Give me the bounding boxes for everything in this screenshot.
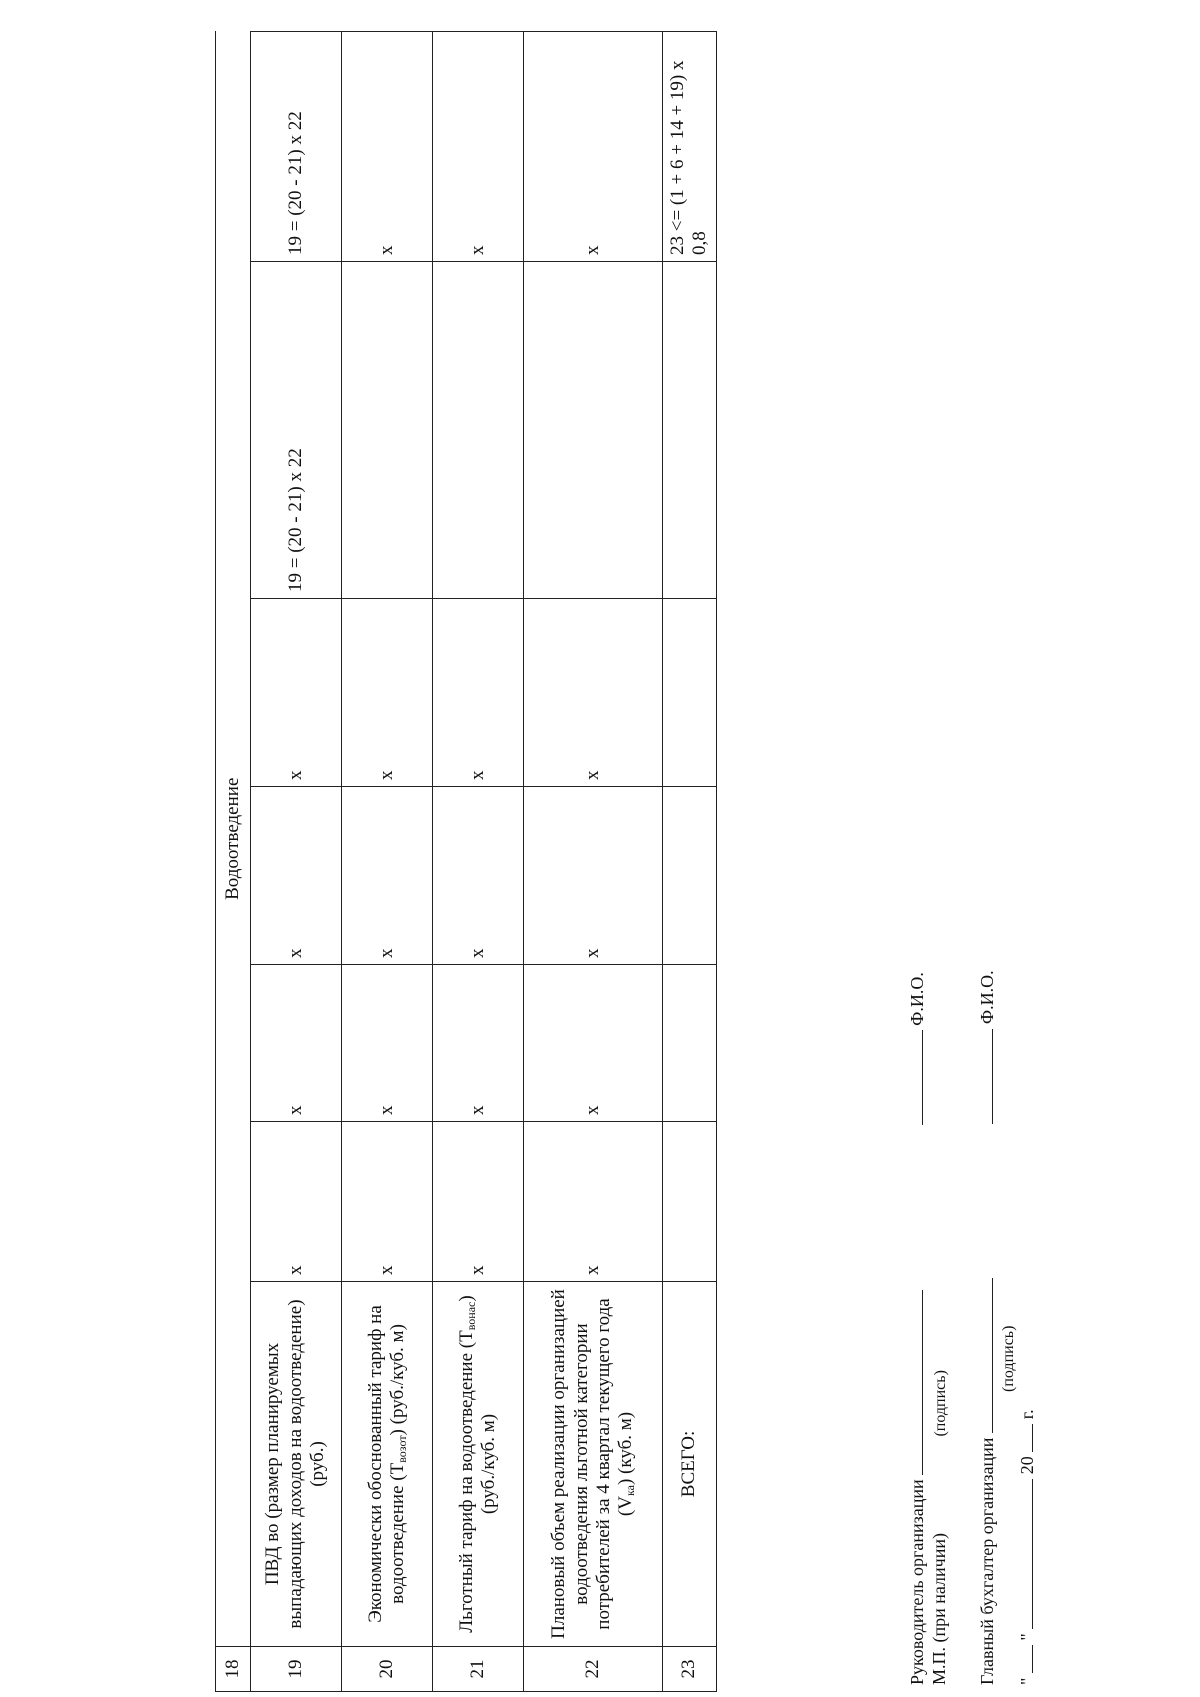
table-cell: x (342, 787, 433, 965)
day-blank (1032, 1645, 1033, 1673)
table-cell (663, 262, 717, 599)
row-number: 21 (433, 1647, 524, 1692)
table-row (524, 31, 663, 1691)
date-close-quote: " (1017, 1633, 1037, 1641)
row-label: ПВД во (размер планируемых выпадающих доходов на водоотведение) (руб.) (251, 1282, 342, 1647)
date-open-quote: " (1017, 1677, 1037, 1685)
section-title: Водоотведение (216, 31, 251, 1646)
table-cell: x (524, 965, 663, 1122)
table-cell: x (433, 965, 524, 1122)
table-cell: x (342, 965, 433, 1122)
head-signature-line (908, 972, 928, 1685)
table-cell: x (524, 787, 663, 965)
form-table (215, 31, 717, 1692)
stamp-row (930, 1370, 950, 1685)
section-row (216, 31, 251, 1691)
table-cell: x (433, 599, 524, 787)
table-cell: x (251, 787, 342, 965)
head-label: Руководитель организации (907, 1479, 927, 1685)
table-cell: x (524, 1122, 663, 1282)
table-cell (524, 262, 663, 599)
row-number: 20 (342, 1647, 433, 1692)
accountant-label: Главный бухгалтер организации (977, 1437, 997, 1685)
signature-blank (922, 1290, 923, 1475)
table-cell (433, 262, 524, 599)
table-cell (663, 1122, 717, 1282)
row-number: 23 (663, 1647, 717, 1692)
fio-label: Ф.И.О. (907, 972, 927, 1026)
table-cell: x (342, 1122, 433, 1282)
table-row (663, 31, 717, 1691)
total-formula-cell: 23 <= (1 + 6 + 14 + 19) x 0,8 (663, 31, 717, 261)
table-cell (663, 787, 717, 965)
year-blank (1032, 1424, 1033, 1452)
signature-caption: (подпись) (1000, 1325, 1017, 1392)
table-row (251, 31, 342, 1691)
accountant-signature-line (978, 970, 998, 1685)
date-century: 20 (1017, 1456, 1037, 1475)
table-cell: x (342, 31, 433, 261)
row-number: 22 (524, 1647, 663, 1692)
accountant-caption-row (998, 1326, 1018, 1392)
fio-blank (992, 1029, 993, 1124)
table-cell (342, 262, 433, 599)
table-cell: x (251, 1122, 342, 1282)
table-row (433, 31, 524, 1691)
table-cell: x (524, 599, 663, 787)
formula-cell: 19 = (20 - 21) x 22 (251, 31, 342, 261)
month-blank (1032, 1479, 1033, 1629)
fio-label: Ф.И.О. (977, 970, 997, 1025)
table-row (342, 31, 433, 1691)
date-line (1018, 1409, 1038, 1685)
stamp-label: М.П. (при наличии) (929, 1533, 949, 1685)
row-number: 19 (251, 1647, 342, 1692)
table-cell: x (524, 31, 663, 261)
row-label: Льготный тариф на водоотведение $(Т_{вонас})$ (руб./куб. м) (433, 1282, 524, 1647)
table-cell: x (433, 31, 524, 261)
row-label: ВСЕГО: (663, 1282, 717, 1647)
signature-caption: (подпись) (932, 1370, 949, 1437)
signature-blank (992, 1278, 993, 1433)
table-cell: x (251, 965, 342, 1122)
row-label: Экономически обоснованный тариф на водоотведение $(Т_{возот})$ (руб./куб. м) (342, 1282, 433, 1647)
table-cell (663, 599, 717, 787)
row-number: 18 (216, 1647, 251, 1692)
table-cell (663, 965, 717, 1122)
fio-blank (922, 1030, 923, 1125)
formula-cell: 19 = (20 - 21) x 22 (251, 262, 342, 599)
row-label: Плановый объем реализации организацией водоотведения льготной категории потребителей за 4 квартал текущего года $(V_{ка})$ (куб. м) (524, 1282, 663, 1647)
table-cell: x (342, 599, 433, 787)
table-cell: x (251, 599, 342, 787)
table-cell: x (433, 787, 524, 965)
date-year-suffix: г. (1017, 1409, 1037, 1420)
table-cell: x (433, 1122, 524, 1282)
